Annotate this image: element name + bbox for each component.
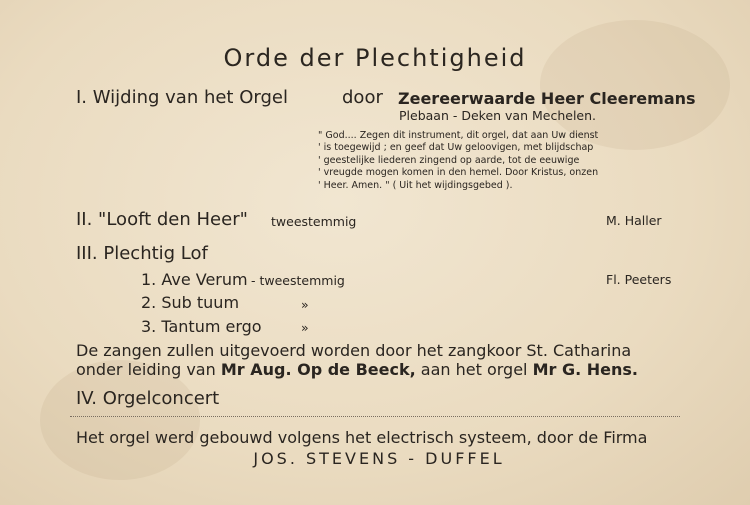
item1-officiant: Zeereerwaarde Heer Cleeremans (398, 89, 696, 108)
performers-text: onder leiding van (76, 360, 216, 379)
quote-line: ' vreugde mogen komen in den hemel. Door Kristus, onzen (318, 167, 599, 179)
page-title: Orde der Plechtigheid (223, 44, 527, 72)
item1-officiant-title: Plebaan - Deken van Mechelen. (399, 108, 597, 123)
item2-note: tweestemmig (271, 214, 357, 229)
divider (70, 416, 680, 417)
item3-sub1-note: - tweestemmig (251, 273, 345, 288)
organist: Mr G. Hens. (532, 360, 638, 379)
performers-line2 (76, 360, 638, 379)
item3-sub2-label: 2. Sub tuum (141, 293, 240, 312)
item3-sub1-composer: Fl. Peeters (606, 272, 672, 287)
quote-line: ' is toegewijd ; en geef dat Uw geloovigen, met blijdschap (318, 142, 594, 154)
footer-line1: Het orgel werd gebouwd volgens het electrisch systeem, door de Firma (76, 428, 648, 447)
item2-label: II. "Looft den Heer" (76, 209, 248, 230)
item4-label: IV. Orgelconcert (76, 388, 220, 409)
item3-sub3-label: 3. Tantum ergo (141, 317, 262, 336)
item3-sub1-label: 1. Ave Verum (141, 270, 248, 289)
item1-door: door (342, 87, 383, 108)
item3-sub2-note: » (301, 297, 309, 312)
item1-label: I. Wijding van het Orgel (76, 87, 288, 108)
item3-label: III. Plechtig Lof (76, 243, 208, 264)
performers-text: aan het orgel (420, 360, 528, 379)
item2-composer: M. Haller (606, 213, 662, 228)
choir-director: Mr Aug. Op de Beeck, (220, 360, 416, 379)
item3-sub3-note: » (301, 320, 309, 335)
footer-builder: JOS. STEVENS - DUFFEL (253, 449, 505, 468)
quote-line: " God.... Zegen dit instrument, dit orgel, dat aan Uw dienst (318, 130, 599, 141)
performers-line1: De zangen zullen uitgevoerd worden door het zangkoor St. Catharina (76, 341, 632, 360)
quote-line: ' geestelijke liederen zingend op aarde, tot de eeuwige (318, 154, 580, 166)
consecration-quote (318, 130, 673, 192)
quote-line: ' Heer. Amen. " ( Uit het wijdingsgebed ). (318, 179, 513, 191)
